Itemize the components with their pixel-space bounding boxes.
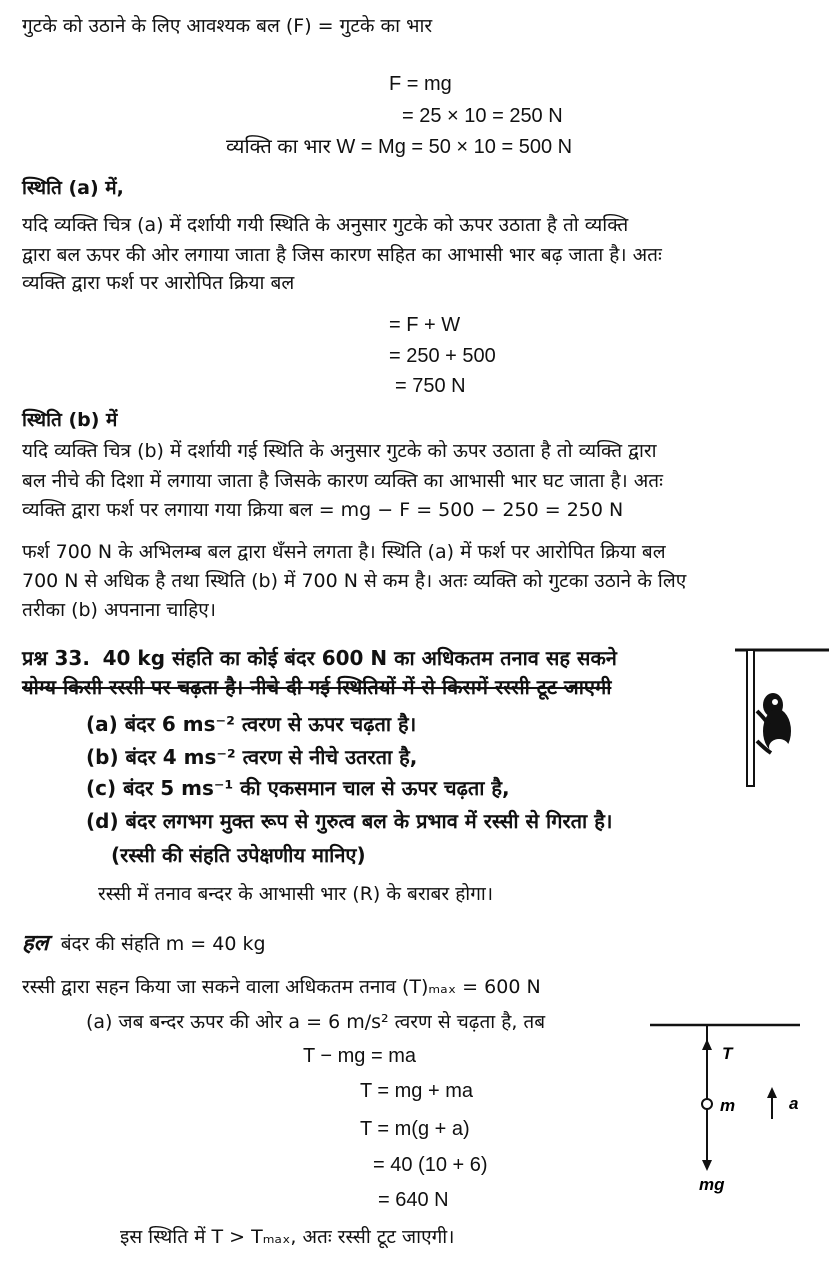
equation-f-value: = 25 × 10 = 250 N <box>402 105 563 127</box>
rope-post <box>747 650 754 786</box>
mass-label: m <box>720 1096 736 1115</box>
section-heading-a: स्थिति (a) में, <box>22 177 124 199</box>
text-line-20: रस्सी द्वारा सहन किया जा सकने वाला अधिकतम तनाव (T)ₘₐₓ = 600 N <box>22 976 541 998</box>
text-line-1: गुटके को उठाने के लिए आवश्यक बल (F) = गुटके का भार <box>22 15 433 37</box>
equation-t-sum: T = mg + ma <box>360 1080 474 1102</box>
question-33-line-1 <box>22 646 617 670</box>
solution-label: हल <box>22 931 49 956</box>
option-a: (a) बंदर 6 ms⁻² त्वरण से ऊपर चढ़ता है। <box>86 712 417 736</box>
question-label: प्रश्न 33. <box>22 646 90 670</box>
acceleration-arrowhead <box>767 1087 777 1098</box>
text-line-8: व्यक्ति द्वारा फर्श पर आरोपित क्रिया बल <box>22 272 295 294</box>
solution-line <box>22 932 266 956</box>
question-text-1: 40 kg संहति का कोई बंदर 600 N का अधिकतम तनाव सह सकने <box>102 646 617 670</box>
text-line-6: यदि व्यक्ति चित्र (a) में दर्शायी गयी स्थिति के अनुसार गुटके को ऊपर उठाता है तो व्यक्ति <box>22 214 629 236</box>
option-b: (b) बंदर 4 ms⁻² त्वरण से नीचे उतरता है, <box>86 745 418 769</box>
equation-f-plus-w: = F + W <box>389 314 461 336</box>
text-line-18: तरीका (b) अपनाना चाहिए। <box>22 599 216 621</box>
equation-750: = 750 N <box>395 375 466 397</box>
equation-t-result: = 640 N <box>378 1189 449 1211</box>
question-note: (रस्सी की संहति उपेक्षणीय मानिए) <box>111 843 366 867</box>
section-heading-b: स्थिति (b) में <box>22 409 118 431</box>
text-line-7: द्वारा बल ऊपर की ओर लगाया जाता है जिस कारण सहित का आभासी भार बढ़ जाता है। अतः <box>22 244 662 266</box>
option-c: (c) बंदर 5 ms⁻¹ की एकसमान चाल से ऊपर चढ़ता है, <box>86 776 510 800</box>
text-line-27: इस स्थिति में T > Tₘₐₓ, अतः रस्सी टूट जाएगी। <box>120 1226 455 1248</box>
text-line-17: 700 N से अधिक है तथा स्थिति (b) में 700 N से कम है। अतः व्यक्ति को गुटका उठाने के लिए <box>22 570 687 592</box>
weight-label: mg <box>699 1175 725 1194</box>
equation-weight: व्यक्ति का भार W = Mg = 50 × 10 = 500 N <box>226 136 573 158</box>
tension-arrowhead <box>702 1039 712 1050</box>
equation-t-factor: T = m(g + a) <box>360 1118 470 1140</box>
equation-sum: = 250 + 500 <box>389 345 496 367</box>
text-line-13: यदि व्यक्ति चित्र (b) में दर्शायी गई स्थिति के अनुसार गुटके को ऊपर उठाता है तो व्यक्ति द्वारा <box>22 440 657 462</box>
force-diagram <box>650 1015 810 1200</box>
text-line-14: बल नीचे की दिशा में लगाया जाता है जिसके कारण व्यक्ति का आभासी भार घट जाता है। अतः <box>22 470 663 492</box>
monkey-rope-figure <box>735 645 831 790</box>
text-line-21: (a) जब बन्दर ऊपर की ओर a = 6 m/s² त्वरण से चढ़ता है, तब <box>86 1011 546 1033</box>
weight-arrowhead <box>702 1160 712 1171</box>
equation-t-minus-mg: T − mg = ma <box>303 1045 417 1067</box>
monkey-icon <box>757 693 791 755</box>
text-line-19: रस्सी में तनाव बन्दर के आभासी भार (R) के बराबर होगा। <box>98 883 494 905</box>
acceleration-label: a <box>789 1094 799 1113</box>
text-line-15: व्यक्ति द्वारा फर्श पर लगाया गया क्रिया बल = mg − F = 500 − 250 = 250 N <box>22 499 624 521</box>
mass-point <box>702 1099 712 1109</box>
equation-t-substitute: = 40 (10 + 6) <box>373 1154 488 1176</box>
solution-text: बंदर की संहति m = 40 kg <box>60 933 266 955</box>
tension-label: T <box>722 1044 733 1063</box>
question-33-line-2: योग्य किसी रस्सी पर चढ़ता है। नीचे दी गई स्थितियों में से किसमें रस्सी टूट जाएगी <box>22 675 612 699</box>
equation-f-mg: F = mg <box>389 73 452 95</box>
option-d: (d) बंदर लगभग मुक्त रूप से गुरुत्व बल के प्रभाव में रस्सी से गिरता है। <box>86 809 613 833</box>
text-line-16: फर्श 700 N के अभिलम्ब बल द्वारा धँसने लगता है। स्थिति (a) में फर्श पर आरोपित क्रिया बल <box>22 541 666 563</box>
